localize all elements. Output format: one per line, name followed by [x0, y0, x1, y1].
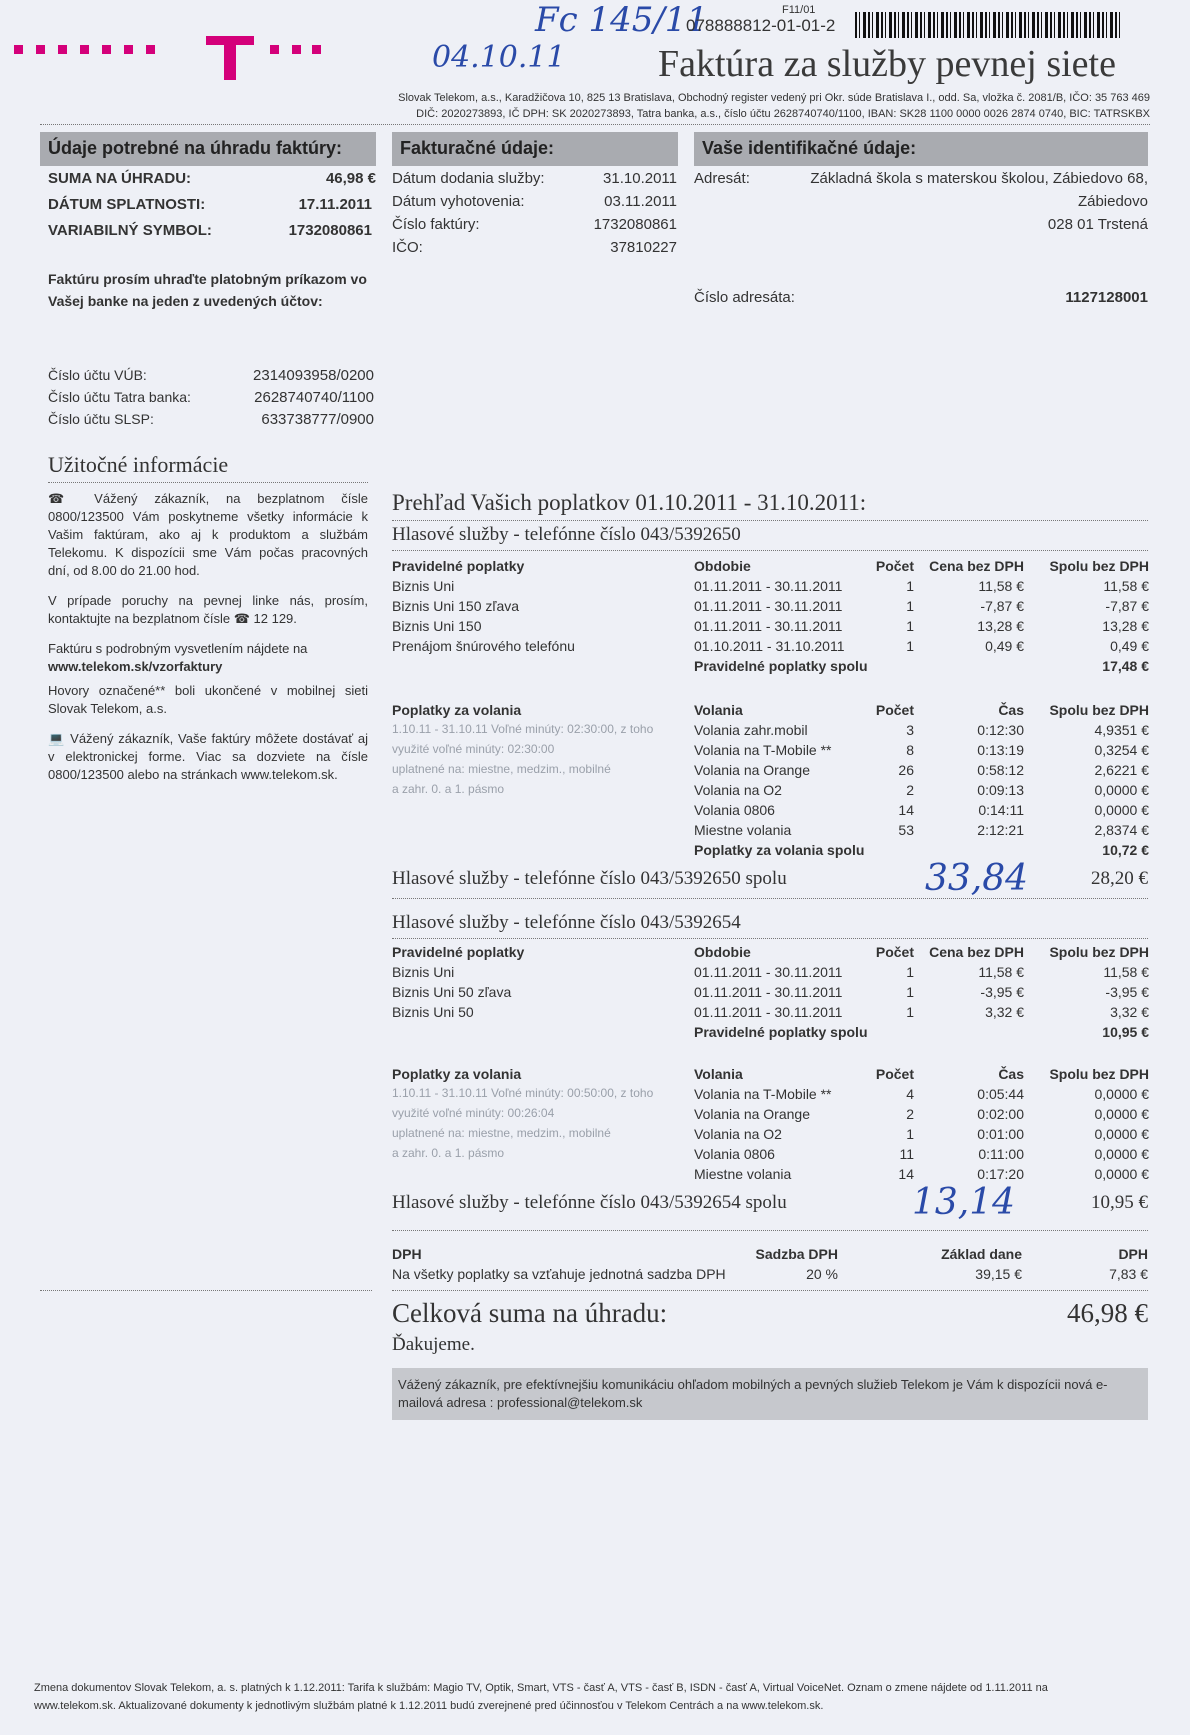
handwritten-sum-2: 13,14: [912, 1182, 1016, 1223]
invoice-heading: Fakturačné údaje:: [392, 132, 678, 166]
th-calls: Poplatky za volania: [392, 702, 522, 718]
cell: 11,58 €: [978, 578, 1024, 594]
free-minutes-note: 1.10.11 - 31.10.11 Voľné minúty: 02:30:00, z toho: [392, 722, 654, 736]
addressee-label: Adresát:: [694, 170, 750, 187]
page-title: Faktúra za služby pevnej siete: [658, 43, 1116, 85]
grand-total-value: 46,98 €: [1067, 1298, 1148, 1328]
cell: 0:14:11: [978, 802, 1024, 818]
customer-number-label: Číslo adresáta:: [694, 289, 795, 306]
th-time: Čas: [998, 1066, 1024, 1082]
cell: 3,32 €: [985, 1004, 1024, 1020]
section-2-total-value: 10,95 €: [1091, 1192, 1148, 1213]
cell: 0,0000 €: [1094, 1146, 1149, 1162]
th-total: Spolu bez DPH: [1049, 702, 1149, 718]
t-logo-icon: [204, 30, 256, 82]
regular-total-label: Pravidelné poplatky spolu: [694, 658, 868, 674]
table-row: [392, 722, 1149, 742]
label-due-date: DÁTUM SPLATNOSTI:: [48, 196, 206, 213]
th-calls: Poplatky za volania: [392, 1066, 522, 1082]
cell: 11,58 €: [1103, 578, 1149, 594]
footer-line-2: www.telekom.sk. Aktualizované dokumenty k jednotlivým službám platné k 1.12.2011 budú zverejnené pred účinnosťou v Telekom Centrách a na www.telekom.sk.: [34, 1700, 824, 1712]
cell: 01.11.2011 - 30.11.2011: [694, 984, 843, 1000]
cell: 0,0000 €: [1094, 802, 1149, 818]
vat-amount-heading: DPH: [1118, 1246, 1148, 1262]
vat-rate: 20 %: [806, 1266, 838, 1282]
cell: 2: [906, 782, 914, 798]
regular-total-value: 17,48 €: [1102, 658, 1149, 674]
cell: 1: [906, 964, 914, 980]
th-call-type: Volania: [694, 1066, 743, 1082]
cell: Biznis Uni: [392, 964, 455, 980]
th-total: Spolu bez DPH: [1049, 944, 1149, 960]
cell: 0:12:30: [977, 722, 1024, 738]
free-minutes-note: využité voľné minúty: 02:30:00: [392, 742, 555, 756]
cell: 0,0000 €: [1094, 782, 1149, 798]
ident-heading: Vaše identifikačné údaje:: [694, 132, 1148, 166]
table-row: [392, 1004, 1149, 1024]
th-price: Cena bez DPH: [929, 558, 1024, 574]
info-p2: V prípade poruchy na pevnej linke nás, prosím, kontaktujte na bezplatnom čísle ☎ 12 129.: [48, 593, 368, 626]
cell: 0:02:00: [977, 1106, 1024, 1122]
handwritten-note: Fc 145/11: [535, 0, 709, 40]
cell: 0,49 €: [1110, 638, 1149, 654]
th-regular: Pravidelné poplatky: [392, 944, 525, 960]
cell: Volania na O2: [694, 782, 782, 798]
table-row: [392, 802, 1149, 822]
cell: Biznis Uni 50 zľava: [392, 984, 512, 1000]
th-count: Počet: [875, 702, 914, 718]
table-row: [392, 984, 1149, 1004]
label-variable-symbol: VARIABILNÝ SYMBOL:: [48, 222, 212, 239]
cell: 0:11:00: [978, 1146, 1024, 1162]
section-1-title: Hlasové služby - telefónne číslo 043/5392650: [392, 524, 741, 545]
label-sum: SUMA NA ÚHRADU:: [48, 170, 192, 187]
email-notice: Vážený zákazník, pre efektívnejšiu komunikáciu ohľadom mobilných a pevných služieb Telekom je Vám k dispozícii nová e-mailová adresa : professional@telekom.sk: [392, 1368, 1148, 1420]
cell: 01.11.2011 - 30.11.2011: [694, 578, 843, 594]
free-minutes-note: uplatnené na: miestne, medzim., mobilné: [392, 762, 611, 776]
value-issue-date: 03.11.2011: [604, 193, 677, 210]
account-label-tatra: Číslo účtu Tatra banka:: [48, 389, 191, 405]
cell: 14: [898, 802, 914, 818]
table-row: [392, 1024, 1149, 1044]
free-minutes-note: 1.10.11 - 31.10.11 Voľné minúty: 00:50:00, z toho: [392, 1086, 654, 1100]
table-row: [392, 1166, 1149, 1186]
cell: 0,0000 €: [1094, 1126, 1149, 1142]
vzorfaktury-link[interactable]: www.telekom.sk/vzorfaktury: [48, 659, 223, 674]
free-minutes-note: a zahr. 0. a 1. pásmo: [392, 1146, 505, 1160]
vat-rate-heading: Sadzba DPH: [755, 1246, 838, 1262]
info-p1: Vážený zákazník, na bezplatnom čísle 0800/123500 Vám poskytneme všetky informácie k Vašim faktúram, ako aj k produktom a službám Telekomu. K dispozícii sme Vám počas pracovných dní, od 8.00 do 21.00 hod.: [48, 491, 369, 578]
table-row: [392, 1146, 1149, 1166]
cell: 01.11.2011 - 30.11.2011: [694, 598, 843, 614]
cell: Volania na T-Mobile **: [694, 1086, 832, 1102]
account-value-tatra: 2628740740/1100: [254, 389, 374, 406]
cell: 0,49 €: [985, 638, 1024, 654]
phone-icon: ☎: [48, 491, 95, 506]
cell: -3,95 €: [980, 984, 1024, 1000]
useful-info-title: Užitočné informácie: [48, 452, 229, 477]
cell: -7,87 €: [1105, 598, 1149, 614]
cell: 14: [898, 1166, 914, 1182]
table-row: [392, 762, 1149, 782]
cell: Miestne volania: [694, 1166, 792, 1182]
th-period: Obdobie: [694, 944, 751, 960]
cell: 0,3254 €: [1094, 742, 1149, 758]
cell: 01.11.2011 - 30.11.2011: [694, 964, 843, 980]
table-row: [392, 618, 1149, 638]
account-value-slsp: 633738777/0900: [261, 411, 374, 428]
table-row: [392, 578, 1149, 598]
section-2-title: Hlasové služby - telefónne číslo 043/5392654: [392, 912, 741, 933]
cell: 1: [906, 1004, 914, 1020]
cell: Volania zahr.mobil: [694, 722, 808, 738]
cell: 4,9351 €: [1094, 722, 1149, 738]
cell: Biznis Uni: [392, 578, 455, 594]
cell: Volania na T-Mobile **: [694, 742, 832, 758]
th-regular: Pravidelné poplatky: [392, 558, 525, 574]
vat-heading: DPH: [392, 1246, 422, 1262]
cell: 3,32 €: [1110, 1004, 1149, 1020]
footer-line-1: Zmena dokumentov Slovak Telekom, a. s. platných k 1.12.2011: Tarifa k službám: Magio TV, Optik, Smart, VTS - časť A, VTS - časť B, ISDN - časť A, Virtual VoiceNet. Oznam o zmene nájdete od 1.11.2011 na: [34, 1682, 1048, 1694]
th-total: Spolu bez DPH: [1049, 558, 1149, 574]
cell: 2,8374 €: [1094, 822, 1149, 838]
company-line-1: Slovak Telekom, a.s., Karadžičova 10, 825 13 Bratislava, Obchodný register vedený pri Okr. súde Bratislava I., odd. Sa, vložka č. 2081/B, IČO: 35 763 469: [398, 92, 1150, 104]
section-2-regular-table: [392, 944, 1149, 1044]
cell: 01.11.2011 - 30.11.2011: [694, 618, 843, 634]
table-row: [392, 742, 1149, 762]
vat-base: 39,15 €: [975, 1266, 1022, 1282]
cell: Volania na O2: [694, 1126, 782, 1142]
useful-info-text: [48, 490, 368, 784]
value-sum: 46,98 €: [325, 170, 376, 187]
form-code: F11/01: [782, 4, 816, 16]
vat-amount: 7,83 €: [1109, 1266, 1148, 1282]
table-row: [392, 1106, 1149, 1126]
section-1-regular-table: [392, 558, 1149, 678]
cell: 2: [906, 1106, 914, 1122]
cell: 2,6221 €: [1094, 762, 1149, 778]
thanks-text: Ďakujeme.: [392, 1334, 475, 1355]
payment-note: Faktúru prosím uhraďte platobným príkazom vo Vašej banke na jeden z uvedených účtov:: [48, 271, 367, 309]
th-count: Počet: [875, 1066, 914, 1082]
cell: 0:01:00: [977, 1126, 1024, 1142]
account-label-vub: Číslo účtu VÚB:: [48, 367, 147, 383]
table-row: [392, 842, 1149, 862]
cell: 26: [898, 762, 914, 778]
value-due-date: 17.11.2011: [298, 196, 372, 213]
label-ico: IČO:: [392, 239, 423, 256]
cell: 1: [906, 578, 914, 594]
cell: Volania 0806: [694, 1146, 775, 1162]
handwritten-date: 04.10.11: [432, 40, 566, 75]
computer-icon: 💻: [48, 731, 71, 746]
vat-base-heading: Základ dane: [941, 1246, 1022, 1262]
label-invoice-number: Číslo faktúry:: [392, 216, 480, 233]
grand-total-label: Celková suma na úhradu:: [392, 1298, 668, 1328]
barcode: [855, 12, 1123, 38]
cell: 0:05:44: [977, 1086, 1024, 1102]
cell: Biznis Uni 150 zľava: [392, 598, 520, 614]
cell: 1: [906, 598, 914, 614]
cell: 8: [906, 742, 914, 758]
value-invoice-number: 1732080861: [593, 216, 677, 233]
cell: 1: [906, 1126, 914, 1142]
cell: 13,28 €: [1102, 618, 1149, 634]
calls-total-value: 10,72 €: [1102, 842, 1149, 858]
th-count: Počet: [875, 944, 914, 960]
table-row: [392, 658, 1149, 678]
address-line-3: 028 01 Trstená: [1047, 216, 1148, 233]
cell: 13,28 €: [977, 618, 1024, 634]
cell: 3: [906, 722, 914, 738]
company-line-2: DIČ: 2020273893, IČ DPH: SK 2020273893, Tatra banka, a.s., číslo účtu 2628740740/1100, IBAN: SK28 1100 0000 0026 2874 0740, BIC: TATRSKBX: [416, 108, 1150, 120]
cell: 0,0000 €: [1094, 1086, 1149, 1102]
th-call-type: Volania: [694, 702, 743, 718]
address-line-1: Základná škola s materskou školou, Zábiedovo 68,: [810, 170, 1148, 187]
th-time: Čas: [998, 702, 1024, 718]
cell: 53: [898, 822, 914, 838]
cell: 01.10.2011 - 31.10.2011: [694, 638, 845, 654]
handwritten-sum-1: 33,84: [925, 858, 1029, 899]
regular-total-value: 10,95 €: [1102, 1024, 1149, 1040]
value-variable-symbol: 1732080861: [288, 222, 372, 239]
document-number: 078888812-01-01-2: [686, 16, 836, 35]
cell: 0:58:12: [977, 762, 1024, 778]
cell: 11,58 €: [1103, 964, 1149, 980]
table-row: [392, 638, 1149, 658]
table-row: [392, 964, 1149, 984]
calls-total-label: Poplatky za volania spolu: [694, 842, 865, 858]
th-total: Spolu bez DPH: [1049, 1066, 1149, 1082]
address-line-2: Zábiedovo: [1077, 193, 1148, 210]
cell: 1: [906, 618, 914, 634]
cell: 1: [906, 638, 914, 654]
info-p4: Hovory označené** boli ukončené v mobilnej sieti Slovak Telekom, a.s.: [48, 683, 368, 716]
payment-heading: Údaje potrebné na úhradu faktúry:: [40, 132, 376, 166]
cell: 01.11.2011 - 30.11.2011: [694, 1004, 843, 1020]
account-value-vub: 2314093958/0200: [253, 367, 374, 384]
value-ico: 37810227: [610, 239, 677, 256]
value-delivery-date: 31.10.2011: [603, 170, 677, 187]
table-row: [392, 782, 1149, 802]
free-minutes-note: a zahr. 0. a 1. pásmo: [392, 782, 505, 796]
cell: 4: [906, 1086, 914, 1102]
section-2-total-label: Hlasové služby - telefónne číslo 043/5392654 spolu: [392, 1192, 787, 1213]
cell: Volania na Orange: [694, 762, 810, 778]
th-period: Obdobie: [694, 558, 751, 574]
table-row: [392, 822, 1149, 842]
table-row: [392, 1126, 1149, 1146]
cell: 0,0000 €: [1094, 1106, 1149, 1122]
cell: 0:13:19: [977, 742, 1024, 758]
cell: 11: [899, 1146, 914, 1162]
label-delivery-date: Dátum dodania služby:: [392, 170, 545, 187]
th-count: Počet: [875, 558, 914, 574]
free-minutes-note: využité voľné minúty: 00:26:04: [392, 1106, 555, 1120]
overview-title: Prehľad Vašich poplatkov 01.10.2011 - 31.10.2011:: [392, 490, 867, 515]
table-row: [392, 598, 1149, 618]
section-1-calls-table: [392, 702, 1149, 862]
cell: 11,58 €: [978, 964, 1024, 980]
cell: 0:09:13: [977, 782, 1024, 798]
regular-total-label: Pravidelné poplatky spolu: [694, 1024, 868, 1040]
cell: -7,87 €: [980, 598, 1024, 614]
info-p5: Vážený zákazník, Vaše faktúry môžete dostávať aj v elektronickej forme. Viac sa dozviete na čísle 0800/123500 alebo na stránkach www.telekom.sk.: [48, 731, 368, 782]
cell: Biznis Uni 150: [392, 618, 482, 634]
table-row: [392, 1086, 1149, 1106]
section-1-total-label: Hlasové služby - telefónne číslo 043/5392650 spolu: [392, 868, 787, 889]
cell: Biznis Uni 50: [392, 1004, 474, 1020]
info-p3: Faktúru s podrobným vysvetlením nájdete na: [48, 641, 308, 656]
customer-number-value: 1127128001: [1065, 289, 1148, 306]
cell: -3,95 €: [1105, 984, 1149, 1000]
cell: 2:12:21: [977, 822, 1024, 838]
cell: Miestne volania: [694, 822, 792, 838]
vat-row-label: Na všetky poplatky sa vzťahuje jednotná sadzba DPH: [392, 1266, 726, 1282]
label-issue-date: Dátum vyhotovenia:: [392, 193, 525, 210]
th-price: Cena bez DPH: [929, 944, 1024, 960]
section-1-total-value: 28,20 €: [1091, 868, 1148, 889]
cell: Prenájom šnúrového telefónu: [392, 638, 575, 654]
cell: 1: [906, 984, 914, 1000]
cell: Volania 0806: [694, 802, 775, 818]
cell: Volania na Orange: [694, 1106, 810, 1122]
cell: 0:17:20: [977, 1166, 1024, 1182]
account-label-slsp: Číslo účtu SLSP:: [48, 411, 154, 427]
section-2-calls-table: [392, 1066, 1149, 1186]
free-minutes-note: uplatnené na: miestne, medzim., mobilné: [392, 1126, 611, 1140]
cell: 0,0000 €: [1094, 1166, 1149, 1182]
